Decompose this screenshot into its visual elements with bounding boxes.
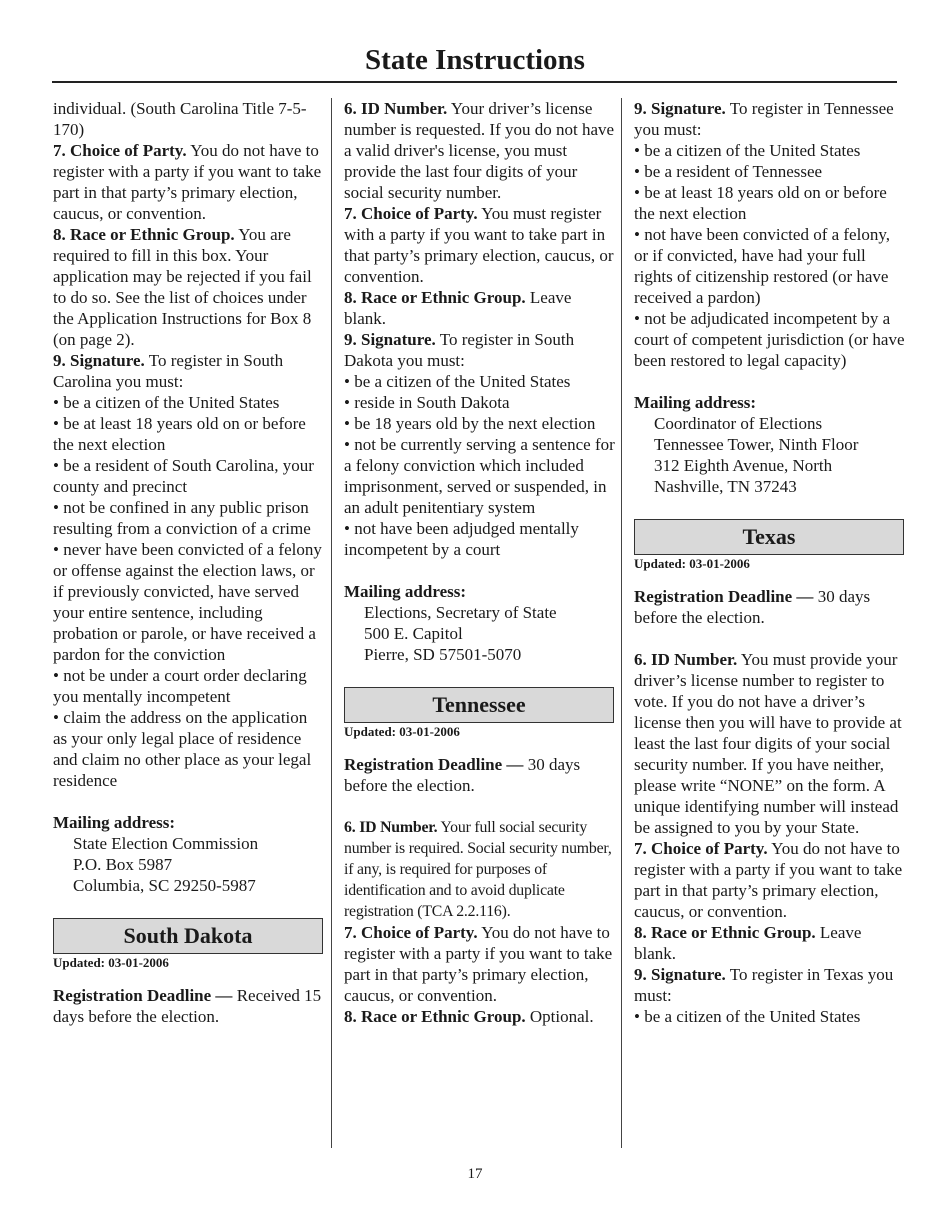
sd-updated: Updated: 03-01-2006 <box>53 955 169 970</box>
sc-address-line: State Election Commission <box>73 834 259 853</box>
tn-party-text: You do not have to register with a party if you want to take part in that party’s primary election, caucus, or convention. <box>344 923 613 1005</box>
column-2 <box>344 98 616 1027</box>
tx-deadline-label: Registration Deadline — <box>634 587 814 606</box>
sc-party-label: 7. Choice of Party. <box>53 141 187 160</box>
column-divider <box>621 98 622 1148</box>
sc-signature-label: 9. Signature. <box>53 351 145 370</box>
sd-address-line: Pierre, SD 57501-5070 <box>364 645 522 664</box>
tx-party-text: You do not have to register with a party if you want to take part in that party’s primary election, caucus, or convention. <box>634 839 903 921</box>
tn-race-text: Optional. <box>529 1007 594 1026</box>
tx-signature-label: 9. Signature. <box>634 965 726 984</box>
sd-party-text: You must register with a party if you want to take part in that party’s primary election, caucus, or convention. <box>344 204 614 286</box>
tn-bullet: • be a resident of Tennessee <box>634 162 823 181</box>
sd-party-paragraph <box>344 203 616 287</box>
tn-id-label: 6. ID Number. <box>344 819 438 836</box>
sd-id-text: Your driver’s license number is requested. If you do not have a valid driver's license, you must provide the last four digits of your social security number. <box>344 99 615 202</box>
sc-race-label: 8. Race or Ethnic Group. <box>53 225 235 244</box>
tn-mailing-label: Mailing address: <box>634 393 757 412</box>
tn-deadline <box>344 754 616 796</box>
tn-party-label: 7. Choice of Party. <box>344 923 478 942</box>
sc-bullet: • never have been convicted of a felony or offense against the election laws, or if previously convicted, have served your entire sentence, including probation or parole, or have received a pardon for the conviction <box>53 540 322 664</box>
sc-address-line: P.O. Box 5987 <box>73 855 173 874</box>
tn-id-paragraph <box>344 817 616 922</box>
sd-signature-paragraph <box>344 329 616 371</box>
sd-bullet: • not have been adjudged mentally incompetent by a court <box>344 519 579 559</box>
tx-updated: Updated: 03-01-2006 <box>634 556 750 571</box>
tx-deadline <box>634 586 906 628</box>
sd-deadline-text: Received 15 days before the election. <box>53 986 322 1026</box>
sc-address-line: Columbia, SC 29250-5987 <box>73 876 256 895</box>
tx-party-paragraph <box>634 838 906 922</box>
tx-race-label: 8. Race or Ethnic Group. <box>634 923 816 942</box>
sd-party-label: 7. Choice of Party. <box>344 204 478 223</box>
sc-bullet: • be at least 18 years old on or before the next election <box>53 414 306 454</box>
sc-party-text: You do not have to register with a party if you want to take part in that party’s primary election, caucus, or convention. <box>53 141 322 223</box>
column-1 <box>53 98 325 1027</box>
sc-signature-text: To register in South Carolina you must: <box>53 351 284 391</box>
sd-id-paragraph <box>344 98 616 203</box>
tx-race-paragraph <box>634 922 906 964</box>
sd-signature-text: To register in South Dakota you must: <box>344 330 575 370</box>
sd-address-line: 500 E. Capitol <box>364 624 463 643</box>
sc-mailing-label: Mailing address: <box>53 813 176 832</box>
sc-race-paragraph <box>53 224 325 350</box>
tn-deadline-text: 30 days before the election. <box>344 755 581 795</box>
sc-bullet: • claim the address on the application as your only legal place of residence and claim no other place as your legal residence <box>53 708 312 790</box>
tn-bullet: • be at least 18 years old on or before the next election <box>634 183 887 223</box>
tx-signature-paragraph <box>634 964 906 1006</box>
tn-bullet: • be a citizen of the United States <box>634 141 861 160</box>
state-heading-south-dakota: South Dakota <box>53 918 323 954</box>
tn-signature-paragraph <box>634 98 906 140</box>
tx-id-label: 6. ID Number. <box>634 650 738 669</box>
tx-party-label: 7. Choice of Party. <box>634 839 768 858</box>
tn-race-paragraph <box>344 1006 616 1027</box>
sc-bullet: • be a citizen of the United States <box>53 393 280 412</box>
tn-id-text: Your full social security number is required. Social security number, if any, is required for purposes of identification and to avoid duplicate registration (TCA 2.2.116). <box>344 819 612 920</box>
tn-signature-text: To register in Tennessee you must: <box>634 99 894 139</box>
column-3 <box>634 98 906 1027</box>
state-heading-texas: Texas <box>634 519 904 555</box>
tn-signature-label: 9. Signature. <box>634 99 726 118</box>
tn-deadline-label: Registration Deadline — <box>344 755 524 774</box>
page-title: State Instructions <box>365 44 585 76</box>
page-number: 17 <box>467 1166 483 1182</box>
sd-address-line: Elections, Secretary of State <box>364 603 557 622</box>
column-divider <box>331 98 332 1148</box>
tn-address-line: Tennessee Tower, Ninth Floor <box>654 435 859 454</box>
sc-bullet: • be a resident of South Carolina, your county and precinct <box>53 456 314 496</box>
state-heading-tennessee: Tennessee <box>344 687 614 723</box>
tn-updated: Updated: 03-01-2006 <box>344 724 460 739</box>
sc-bullet: • not be under a court order declaring you mentally incompetent <box>53 666 307 706</box>
tn-bullet: • not have been convicted of a felony, or if convicted, have had your full rights of citizenship restored (or have received a pardon) <box>634 225 890 307</box>
sd-race-text: Leave blank. <box>344 288 572 328</box>
sc-bullet: • not be confined in any public prison resulting from a conviction of a crime <box>53 498 311 538</box>
sd-race-label: 8. Race or Ethnic Group. <box>344 288 526 307</box>
tn-party-paragraph <box>344 922 616 1006</box>
sd-deadline-label: Registration Deadline — <box>53 986 233 1005</box>
sd-race-paragraph <box>344 287 616 329</box>
sd-bullet: • be 18 years old by the next election <box>344 414 596 433</box>
tx-id-paragraph <box>634 649 906 838</box>
tn-address-line: 312 Eighth Avenue, North <box>654 456 833 475</box>
sd-mailing-label: Mailing address: <box>344 582 467 601</box>
tx-bullet: • be a citizen of the United States <box>634 1007 861 1026</box>
sd-id-label: 6. ID Number. <box>344 99 448 118</box>
tn-race-label: 8. Race or Ethnic Group. <box>344 1007 526 1026</box>
sd-signature-label: 9. Signature. <box>344 330 436 349</box>
sc-race-text: You are required to fill in this box. Your application may be rejected if you fail to do so. See the list of choices under the Application Instructions for Box 8 (on page 2). <box>53 225 312 349</box>
tn-bullet: • not be adjudicated incompetent by a court of competent jurisdiction (or have been restored to legal capacity) <box>634 309 905 370</box>
sd-bullet: • be a citizen of the United States <box>344 372 571 391</box>
sc-intro: individual. (South Carolina Title 7-5-170) <box>53 99 307 139</box>
sd-bullet: • not be currently serving a sentence for a felony conviction which included imprisonment, served or suspended, in an adult penitentiary system <box>344 435 615 517</box>
tn-address-line: Nashville, TN 37243 <box>654 477 797 496</box>
sc-party-paragraph <box>53 140 325 224</box>
sd-bullet: • reside in South Dakota <box>344 393 510 412</box>
tx-deadline-text: 30 days before the election. <box>634 587 871 627</box>
tn-address-line: Coordinator of Elections <box>654 414 823 433</box>
sc-signature-paragraph <box>53 350 325 392</box>
title-rule <box>52 81 897 83</box>
tx-signature-text: To register in Texas you must: <box>634 965 894 1005</box>
sd-deadline <box>53 985 325 1027</box>
tx-id-text: You must provide your driver’s license number to register to vote. If you do not have a driver’s license then you will have to provide at least the last four digits of your social security number. If you have neither, please write “NONE” on the form. A unique identifying number will instead be assigned to you by your State. <box>634 650 902 837</box>
tx-race-text: Leave blank. <box>634 923 862 963</box>
